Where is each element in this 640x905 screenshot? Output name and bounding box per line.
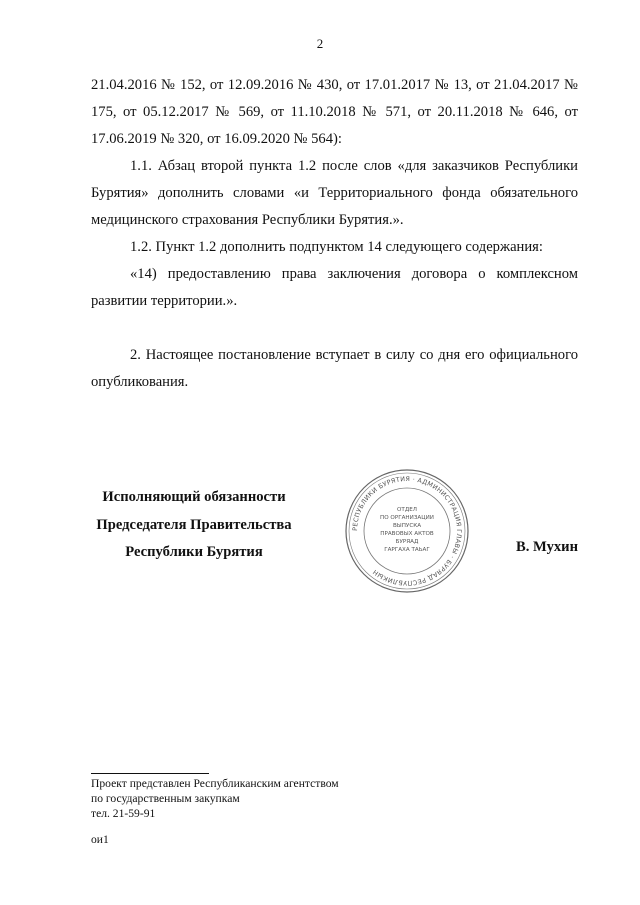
paragraph-1-2: 1.2. Пункт 1.2 дополнить подпунктом 14 следующего содержания:	[130, 239, 543, 255]
footnote-line-3: тел. 21-59-91	[91, 807, 156, 820]
signatory-name: В. Мухин	[515, 539, 578, 555]
seal-inner-line: БУРЯАД	[395, 539, 419, 545]
seal-inner-line: ГАРГАХА ТАЬАГ	[384, 547, 430, 553]
document-code: ои1	[91, 833, 109, 846]
page-number: 2	[316, 36, 324, 51]
footnote	[91, 776, 339, 821]
seal-inner-line: ВЫПУСКА	[392, 523, 422, 529]
paragraph-2: 2. Настоящее постановление вступает в силу со дня его официального опубликования.	[91, 347, 578, 390]
paragraph-item-14: «14) предоставлению права заключения договора о комплексном развитии территории.».	[91, 266, 578, 309]
signatory-line-3: Республики Бурятия	[125, 544, 263, 560]
paragraph-amendments-list: 21.04.2016 № 152, от 12.09.2016 № 430, от 17.01.2017 № 13, от 21.04.2017 № 175, от 05.12.2017 № 569, от 11.10.2018 № 571, от 20.11.2018 № 646, от 17.06.2019 № 320, от 16.09.2020 № 564):	[91, 77, 578, 147]
footnote-line-2: по государственным закупкам	[91, 792, 240, 805]
signatory-line-1: Исполняющий обязанности	[102, 489, 286, 505]
seal-inner-line: ОТДЕЛ	[397, 507, 417, 513]
body-text	[91, 72, 578, 396]
signatory-title	[84, 484, 304, 567]
footnote-divider	[91, 773, 209, 774]
official-seal-icon	[344, 468, 470, 594]
footnote-line-1: Проект представлен Республиканским агентством	[91, 777, 339, 790]
seal-inner-line: ПО ОРГАНИЗАЦИИ	[380, 515, 434, 521]
seal-inner-line: ПРАВОВЫХ АКТОВ	[380, 531, 434, 537]
paragraph-1-1: 1.1. Абзац второй пункта 1.2 после слов «для заказчиков Республики Бурятия» дополнить словами «и Территориального фонда обязательного медицинского страхования Республики Бурятия.».	[91, 158, 578, 228]
signatory-line-2: Председателя Правительства	[96, 516, 292, 533]
seal-outer-text: РЕСПУБЛИКИ БУРЯТИЯ · АДМИНИСТРАЦИЯ ГЛАВЫ · БУРЯАД РЕСПУБЛИКЫН	[350, 474, 464, 588]
